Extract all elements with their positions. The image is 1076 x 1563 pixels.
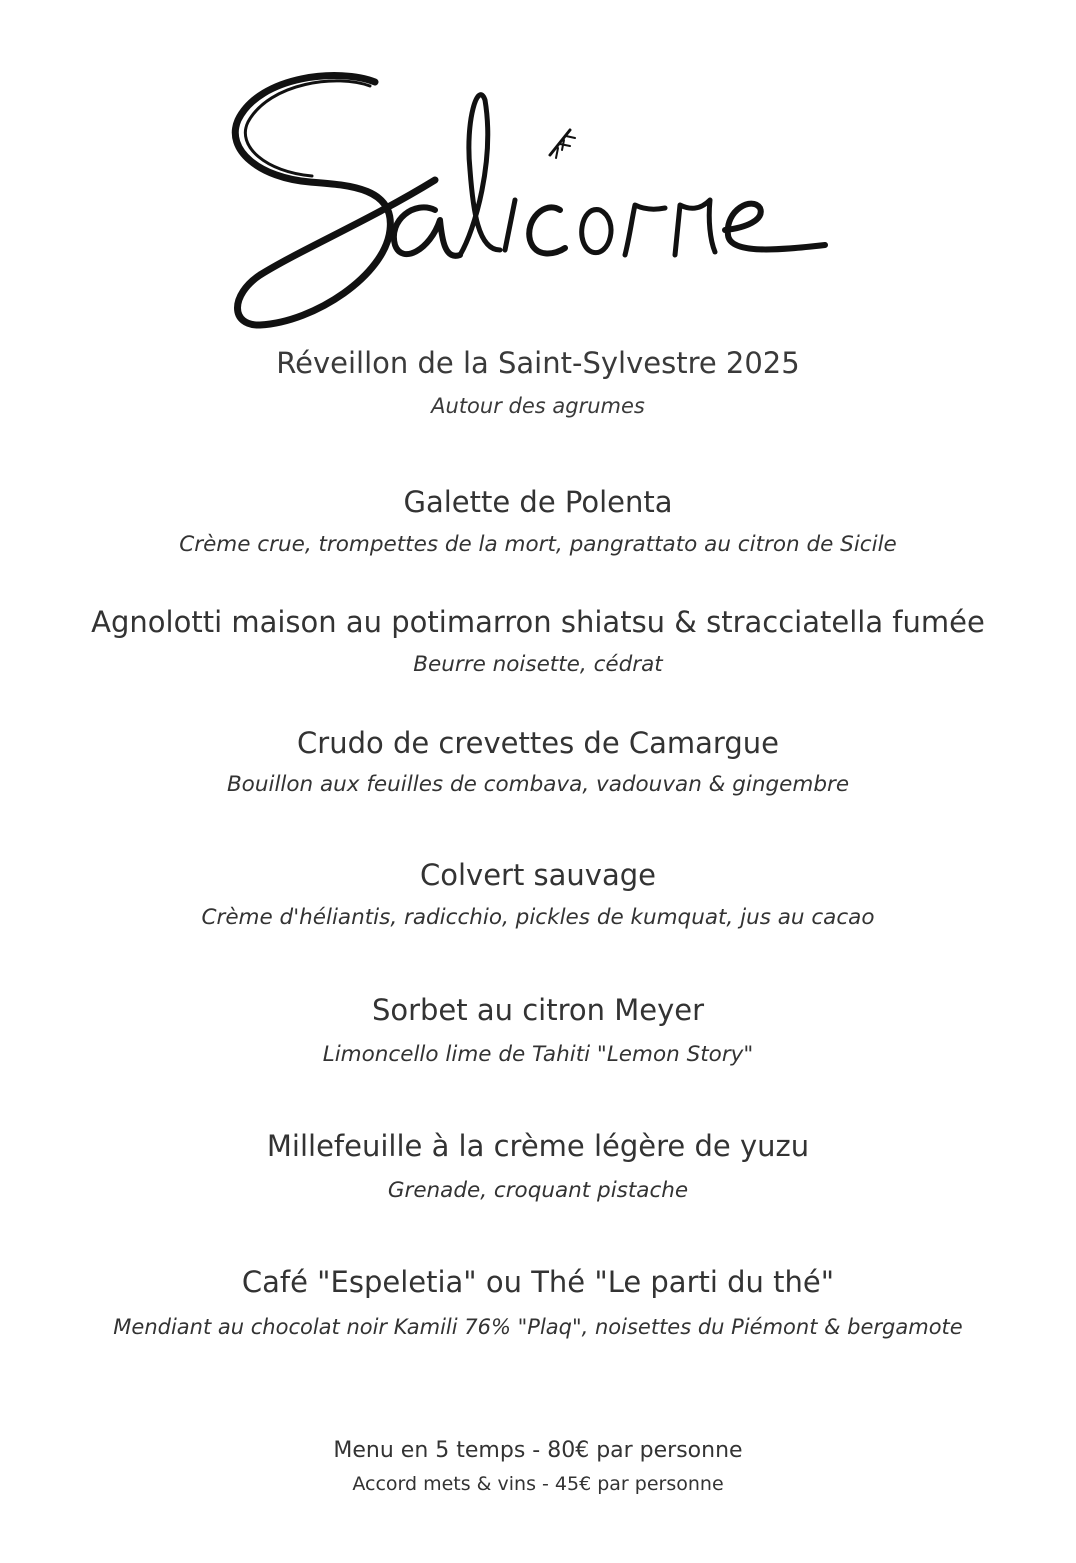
dish-name: Sorbet au citron Meyer	[371, 993, 705, 1027]
menu-subtitle: Autour des agrumes	[431, 394, 645, 418]
wine-pairing-price: Accord mets & vins - 45€ par personne	[352, 1473, 724, 1495]
dish-description: Grenade, croquant pistache	[387, 1178, 689, 1203]
dish-name: Agnolotti maison au potimarron shiatsu & stracciatella fumée	[91, 605, 985, 639]
dish-description: Crème d'héliantis, radicchio, pickles de kumquat, jus au cacao	[201, 905, 875, 930]
salicorne-logo	[220, 60, 840, 340]
dish-name: Crudo de crevettes de Camargue	[297, 726, 779, 760]
dish-name: Café "Espeletia" ou Thé "Le parti du thé"	[241, 1265, 835, 1299]
dish-name: Millefeuille à la crème légère de yuzu	[266, 1129, 810, 1163]
dish-description: Limoncello lime de Tahiti "Lemon Story"	[322, 1042, 754, 1067]
dish-description: Beurre noisette, cédrat	[413, 652, 663, 677]
dish-name: Colvert sauvage	[419, 858, 656, 892]
menu-title: Réveillon de la Saint-Sylvestre 2025	[276, 346, 800, 380]
menu-price: Menu en 5 temps - 80€ par personne	[333, 1438, 743, 1463]
dish-name: Galette de Polenta	[403, 485, 673, 519]
dish-description: Mendiant au chocolat noir Kamili 76% "Plaq", noisettes du Piémont & bergamote	[113, 1315, 963, 1339]
dish-description: Bouillon aux feuilles de combava, vadouvan & gingembre	[226, 772, 850, 797]
dish-description: Crème crue, trompettes de la mort, pangrattato au citron de Sicile	[179, 532, 897, 557]
